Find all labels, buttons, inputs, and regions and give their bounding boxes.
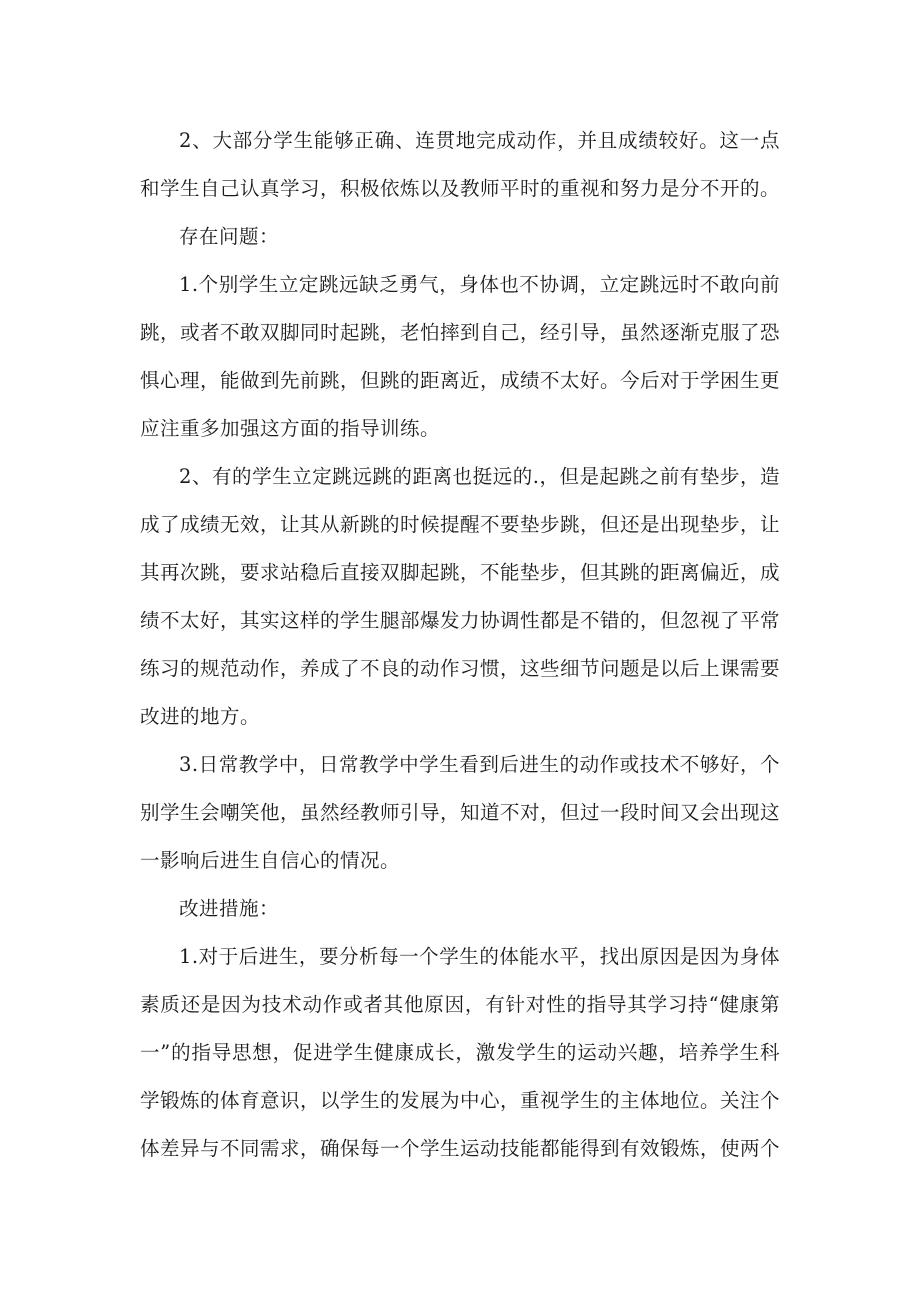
document-page <box>140 117 780 1173</box>
paragraph-problem-2: 2、有的学生立定跳远跳的距离也挺远的.，但是起跳之前有垫步，造成了成绩无效，让其从新跳的时候提醒不要垫步跳，但还是出现垫步，让其再次跳，要求站稳后直接双脚起跳，不能垫步，但其跳的距离偏近，成绩不太好，其实这样的学生腿部爆发力协调性都是不错的，但忽视了平常练习的规范动作，养成了不良的动作习惯，这些细节问题是以后上课需要改进的地方。 <box>140 465 781 728</box>
paragraph-problem-1: 1.个别学生立定跳远缺乏勇气，身体也不协调，立定跳远时不敢向前跳，或者不敢双脚同时起跳，老怕摔到自己，经引导，虽然逐渐克服了恐惧心理，能做到先前跳，但跳的距离近，成绩不太好。今后对于学困生更应注重多加强这方面的指导训练。 <box>140 273 781 440</box>
paragraph-achievement-2: 2、大部分学生能够正确、连贯地完成动作，并且成绩较好。这一点和学生自己认真学习，积极依炼以及教师平时的重视和努力是分不开的。 <box>140 129 781 200</box>
heading-problems: 存在问题： <box>179 225 280 248</box>
heading-improvements: 改进措施： <box>179 897 280 920</box>
paragraph-improvement-1: 1.对于后进生，要分析每一个学生的体能水平，找出原因是因为身体素质还是因为技术动作或者其他原因，有针对性的指导其学习持“健康第一”的指导思想，促进学生健康成长，激发学生的运动兴趣，培养学生科学锻炼的体育意识，以学生的发展为中心，重视学生的主体地位。关注个体差异与不同需求，确保每一个学生运动技能都能得到有效锻炼，使两个 <box>140 945 781 1160</box>
paragraph-problem-3: 3.日常教学中，日常教学中学生看到后进生的动作或技术不够好，个别学生会嘲笑他，虽然经教师引导，知道不对，但过一段时间又会出现这一影响后进生自信心的情况。 <box>140 753 781 872</box>
